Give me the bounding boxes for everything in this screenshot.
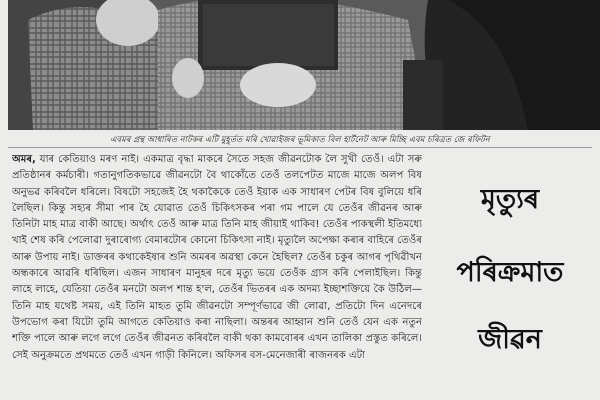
- headline-line-3: জীৱন: [478, 324, 542, 355]
- article-body: [12, 152, 422, 400]
- article-headline: [420, 158, 600, 400]
- article-text: যাৰ কেতিয়াও মৰণ নাই। একমাত্ৰ বৃদ্ধা মাকৰে সৈতে সহজ জীৱনটোক লৈ সুখী তেওঁ। এটা সৰু প্ৰতিষ্ঠানৰ কৰ্মচাৰী। গতানুগতিকভাৱে জীৱনটো বৈ থাকোঁতে তেওঁ তলপেটত মাজে মাজে অলপ বিষ অনুভৱ কৰিবলৈ ধৰিলে। বিষটো সহজেই হৈ থকাকৈকে তেওঁ ইয়াক এক সাধাৰণ পেটৰ বিষ বুলিয়ে ধৰি লৈছিল। কিন্তু সহ্যৰ সীমা পাৰ হৈ যোৱাত তেওঁ চিকিৎসকৰ পৰা গম পালে যে তেওঁৰ জীৱনৰ আৰু তিনিটা মাহ মাত্ৰ বাকী আছে। অৰ্থাৎ তেওঁ আৰু মাত্ৰ তিনি মাহ জীয়াই থাকিব! তেওঁৰ পাকস্থলী ইতিমধ্যে খাই শেষ কৰি পেলোৱা দুৰাৰোগ্য বেমাৰটোৰ কোনো চিকিৎসা নাই। মৃত্যুলৈ অপেক্ষা কৰাৰ বাহিৰে তেওঁৰ আৰু উপায় নাই। ডাক্তৰৰ কথাকেইষাৰ শুনি অমৰৰ অৱস্থা কেনে হৈছিল? তেওঁৰ চকুৰ আগৰ পৃথিৱীখন অন্ধকাৰে আৱৰি ধৰিছিল। এজন সাধাৰণ মানুহৰ দৰে মৃত্যু ভয়ে তেওঁক গ্ৰাস কৰি পেলাইছিল। কিন্তু লাহে লাহে, যেতিয়া তেওঁৰ মনটো অলপ শান্ত হ'ল, তেওঁৰ ভিতৰৰ এক অদম্য ইচ্ছাশক্তিয়ে কৈ উঠিল— তিনি মাহ যথেষ্ট সময়, এই তিনি মাহত তুমি জীৱনটো সম্পূৰ্ণভাৱে জী লোৱা, প্ৰতিটো দিন এনেদৰে উপভোগ কৰা যিটো তুমি আগতে কেতিয়াও কৰা নাছিলা। অন্তৰৰ আহ্বান শুনি তেওঁ যেন এক নতুন শক্তি পালে আৰু লগে লগে তেওঁৰ জীৱনত কৰিবলৈ বাকী থকা কামবোৰৰ এখন তালিকা প্ৰস্তুত কৰিলে। সেই অনুক্ৰমতে প্ৰথমতে তেওঁ এখন গাড়ী কিনিলে। অফিসৰ বস-মেনেজাৰী ৰাজনৰক এটা: [12, 154, 422, 361]
- headline-line-1: মৃত্যুৰ: [480, 184, 540, 215]
- article-paragraph: [12, 152, 422, 364]
- photo-illustration: [8, 0, 600, 130]
- photo-caption: এবমৰ গ্ৰন্থ আধাৰিত নাটকৰ এটি মুহূৰ্তত মৰি খোৱাইজৰ ভূমিকাত বিল হাৰ্টনেট আৰু মিচ্ছি এবম চৰিত্ৰত জে ৰফিটন: [110, 134, 490, 144]
- caption-divider: [8, 147, 592, 148]
- article-photo: [8, 0, 600, 130]
- article-lead-word: অমৰ,: [12, 154, 36, 165]
- headline-line-2: পৰিক্ৰমাত: [456, 257, 564, 288]
